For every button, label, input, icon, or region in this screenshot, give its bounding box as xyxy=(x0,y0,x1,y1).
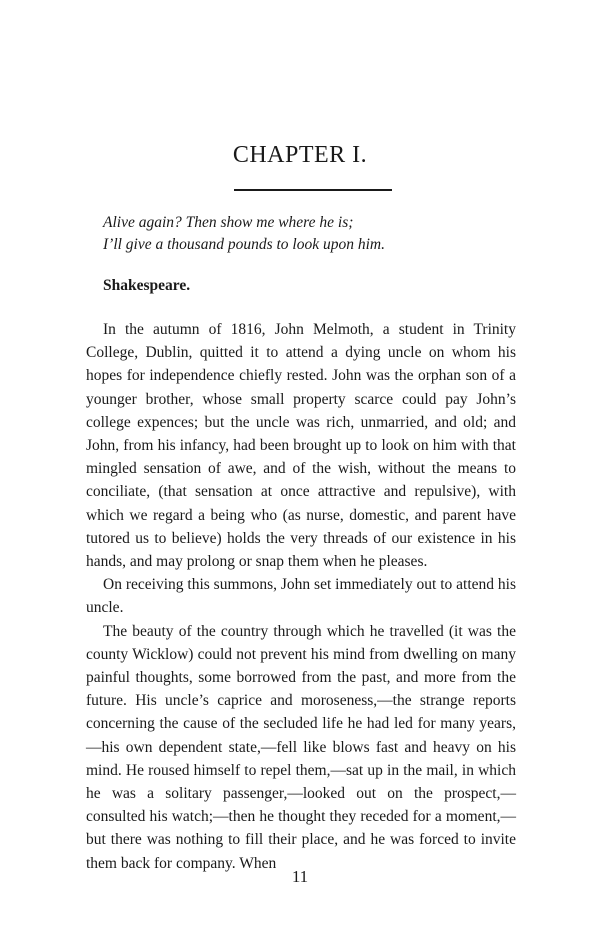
chapter-title: CHAPTER I. xyxy=(232,142,368,168)
epigraph-line: I’ll give a thousand pounds to look upon him. xyxy=(103,236,385,253)
paragraph: In the autumn of 1816, John Melmoth, a student in Trinity College, Dublin, quitted it to attend a dying uncle on whom his hopes for independence chiefly rested. John was the orphan son of a younger brother, whose small property scarce could pay John’s college expences; but the uncle was rich, unmarried, and old; and John, from his infancy, had been brought up to look on him with that mingled sensation of awe, and of the wish, without the means to conciliate, (that sensation at once attractive and repulsive), with which we regard a being who (as nurse, domestic, and parent have tutored us to believe) holds the very threads of our existence in his hands, and may prolong or snap them when he pleases. xyxy=(86,321,516,571)
body-text xyxy=(86,318,516,875)
epigraph-attribution: Shakespeare. xyxy=(103,277,191,294)
epigraph xyxy=(103,212,523,256)
page-number: 11 xyxy=(291,867,309,886)
title-rule xyxy=(234,189,392,191)
epigraph-line: Alive again? Then show me where he is; xyxy=(103,214,354,231)
paragraph: The beauty of the country through which he travelled (it was the county Wicklow) could not prevent his mind from dwelling on many painful thoughts, some borrowed from the past, and more from the future. His uncle’s caprice and moroseness,—the strange reports concerning the cause of the secluded life he had led for many years,—his own dependent state,—fell like blows fast and heavy on his mind. He roused himself to repel them,—sat up in the mail, in which he was a solitary passenger,—looked out on the prospect,—consulted his watch;—then he thought they receded for a moment,—but there was nothing to fill their place, and he was forced to invite them back for company. When xyxy=(86,622,516,872)
paragraph: On receiving this summons, John set immediately out to attend his uncle. xyxy=(86,576,516,617)
